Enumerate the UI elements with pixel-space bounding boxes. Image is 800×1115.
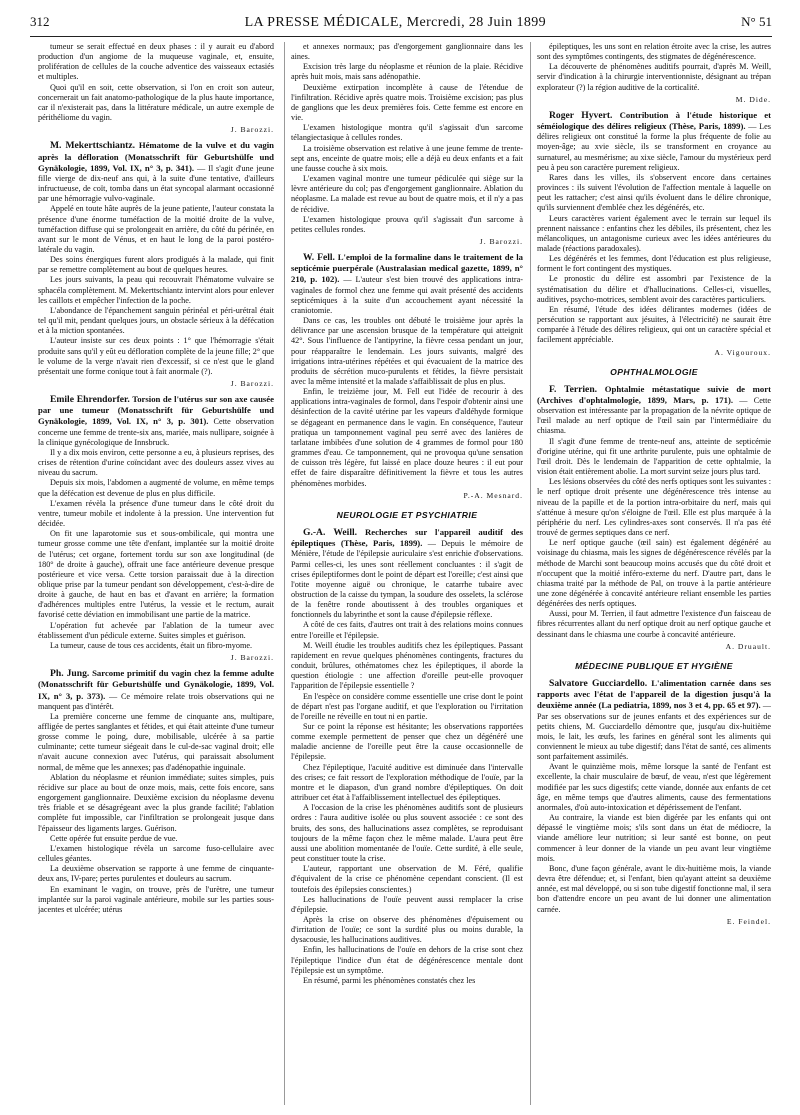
- article-paragraph: épileptiques, les uns sont en relation étroite avec la crise, les autres sont des symptômes contingents, des stigmates de dégénérescence.: [537, 42, 771, 62]
- article-paragraph: tumeur se serait effectué en deux phases : il y aurait eu d'abord production d'un angiome de la muqueuse vaginale, et, ensuite, prolifération de cellules de la couche adventice des vaisseaux ectasiés et multiples.: [38, 42, 274, 82]
- page-header: [30, 14, 772, 37]
- article-author: M. Mekerttschiantz.: [50, 140, 136, 152]
- article-title: Hématome de la vulve et du vagin après la défloration (Monatsschrift für Geburtshülfe und Gynäkologie, 1899, Vol. IX, n° 3, p. 341).: [38, 140, 274, 173]
- article-paragraph: Sur ce point la réponse est hésitante; les observations rapportées comme exemple permettent de penser que chez un dégénéré une maladie ancienne de l'oreille peut être la cause occasionnelle de l'épilepsie.: [291, 722, 523, 762]
- issue-number: N° 51: [741, 14, 772, 29]
- article: [38, 140, 274, 389]
- article-paragraph: Rares dans les villes, ils s'observent encore dans certaines provinces : ils suivent l'évolution de l'affection mentale à laquelle on peut les rattacher; c'est ainsi qu'ils évoluent dans le délire chronique, qu'ils surviennent d'emblée chez les dégénérés, etc.: [537, 172, 771, 213]
- article-paragraph: Avant le quinzième mois, même lorsque la santé de l'enfant est excellente, la chair musculaire de bœuf, de veau, n'est que légèrement modifiée par les sucs digestifs; cette viande, donnée aux enfants de cet âge, en même temps que d'autres aliments, cause des fermentations anormales, d'où auto-intoxication et dépérissement de l'enfant.: [537, 762, 771, 812]
- article-paragraph: La découverte de phénomènes auditifs pourrait, d'après M. Weill, servir d'indication à la chirurgie interventionniste, désignant au trépan explorateur (?) la région auditive de la corticalité.: [537, 62, 771, 92]
- article-paragraph: L'auteur insiste sur ces deux points : 1° que l'hémorragie s'était produite sans qu'il y eût eu défloration complète de la jeune fille; 2° que le volume de la verge n'avait rien d'excessif, si ce n'est que le gland présentait une forme conique tout à fait anormale (?).: [38, 336, 274, 376]
- paragraph-text: — Depuis le mémoire de Ménière, l'étude de l'épilepsie auriculaire s'est enrichie d'observations. Parmi celles-ci, les unes sont réellement concluantes : il s'agit de crises épileptiformes dont le point de départ est l'oreille; c'est ainsi que l'otite moyenne aiguë ou chronique, le catarrhe tubaire avec obstruction de la caisse du tympan, la soudure des osselets, la sclérose de la fenêtre ronde aboutissent à des troubles organiques et fonctionnels du labyrinthe et sont la cause d'épilepsie réflexe.: [291, 539, 523, 620]
- article-paragraph: Il y a dix mois environ, cette personne a eu, à plusieurs reprises, des crises de rétention d'urine coïncidant avec des douleurs assez vives au niveau du sacrum.: [38, 447, 274, 478]
- article-paragraph: L'examen vaginal montre une tumeur pédiculée qui siège sur la lèvre antérieure du col; pas d'engorgement ganglionnaire. Ablation du néoplasme. La malade est revue au bout de quatre mois, et il n'y a pas de récidive.: [291, 174, 523, 214]
- article-title: Ophtalmie métastatique suivie de mort (Archives d'ophtalmologie, 1899, Mars, p. 171).: [537, 383, 771, 405]
- author-signature: P.-A. Mesnard.: [463, 490, 523, 500]
- article-paragraph: En résumé, l'étude des idées délirantes modernes (idées de persécution se rapportant aux jésuites, à l'électricité) ne saurait être comparée à l'étude des délires religieux, qui ont un caractère spécial et facilement appréciable.: [537, 304, 771, 345]
- article-paragraph: [38, 668, 274, 712]
- paragraph-text: Cette observation concerne une femme de trente-six ans, mariée, mais nullipare, soignée à la clinique gynécologique de Innsbruck.: [38, 417, 274, 447]
- article-paragraph: Enfin, le treizième jour, M. Fell eut l'idée de recourir à des applications intra-vaginales de formol, dans l'espoir d'obtenir ainsi une désinfection de la cavité utérine par les vapeurs d'aldéhyde formique se dégageant en permanence dans le vagin. En conséquence, l'auteur pratiqua un tamponnement vaginal peu serré avec des lanières de tarlatane imbibées d'une solution de 4 grammes de formol pour 180 grammes d'eau. Ce tamponnement, qui ne provoqua qu'une sensation de cuisson très légère, fut laissé en place douze heures : il eut pour effet de faire disparaître définitivement la fièvre et tous les autres phénomènes morbides.: [291, 387, 523, 488]
- article-paragraph: L'examen histologique montra qu'il s'agissait d'un sarcome télangiectasique à cellules rondes.: [291, 123, 523, 143]
- article-paragraph: L'examen histologique révèla un sarcome fuso-cellulaire avec cellules géantes.: [38, 843, 274, 864]
- author-signature: E. Feindel.: [726, 916, 771, 926]
- article-paragraph: Cette opérée fut ensuite perdue de vue.: [50, 833, 178, 843]
- article-author: Ph. Jung.: [50, 668, 90, 680]
- article-paragraph: La première concerne une femme de cinquante ans, multipare, affligée de pertes sanglantes et fétides, et qui était atteinte d'une tumeur grosse comme le poing, dure, mobilisable, ulcérée à sa partie culminante; cette tumeur siégeait dans le cul-de-sac vaginal droit; elle n'avait aucune connexion avec l'utérus, qui paraissait absolument normal, de même que les annexes; pas d'adénopathie inguinale.: [38, 711, 274, 772]
- article: [291, 42, 523, 247]
- author-signature: J. Barozzi.: [230, 653, 274, 663]
- article-heading: [537, 678, 771, 710]
- article-paragraph: L'examen révèla la présence d'une tumeur dans le côté droit du ventre, tumeur mobile et indolente à la pression. Une intervention fut décidée.: [38, 498, 274, 529]
- article-paragraph: [38, 394, 274, 448]
- article-paragraph: et annexes normaux; pas d'engorgement ganglionnaire dans les aines.: [291, 42, 523, 62]
- article-title: L'emploi de la formaline dans le traitement de la septicémie puerpérale (Australasian medical gazette, 1899, n° 210, p. 102).: [291, 252, 523, 285]
- article-paragraph: M. Weill étudie les troubles auditifs chez les épileptiques. Passant rapidement en revue quelques phénomènes contingents, fractures du conduit, brûlures, othématomes chez les épileptiques, il aborde la question étiologie : une affection d'oreille peut-elle provoquer l'apparition de l'épilepsie essentielle ?: [291, 640, 523, 691]
- article: [537, 384, 771, 652]
- page-number: 312: [30, 14, 50, 29]
- author-signature: A. Druault.: [725, 641, 771, 651]
- paragraph-text: — Ce mémoire relate trois observations qui ne manquent pas d'intérêt.: [38, 691, 274, 711]
- article-paragraph: Excision très large du néoplasme et réunion de la plaie. Récidive après huit mois, mais sans adénopathie.: [291, 62, 523, 82]
- article: [38, 668, 274, 915]
- author-signature: J. Barozzi.: [479, 236, 523, 246]
- article-paragraph: Les lésions observées du côté des nerfs optiques sont les suivantes : le nerf optique droit présente une dégénérescence très intense au niveau de la papille et de la portion intra-orbitaire du nerf, mais qui s'atténue à mesure qu'on s'éloigne de l'œil. Elle est plus marquée à la périphérie du nerf. Les cylindres-axes sont conservés. Il n'a pas été trouvé de germes septiques dans ce nerf.: [537, 477, 771, 538]
- article-author: Salvatore Gucciardello.: [549, 678, 648, 690]
- article-paragraph: [537, 110, 771, 173]
- article-paragraph: Des soins énergiques furent alors prodigués à la malade, qui finit par se remettre complètement au bout de quelques heures.: [38, 255, 274, 275]
- article-paragraph: [537, 384, 771, 437]
- article-paragraph: Après la crise on observe des phénomènes d'épuisement ou d'irritation de l'ouïe; ce sont la surdité plus ou moins durable, la dysacousie, les hallucinations auditives.: [291, 914, 523, 945]
- article-heading: [537, 384, 771, 405]
- article-paragraph: [537, 678, 771, 762]
- author-signature: M. Dide.: [735, 94, 771, 104]
- article-author: W. Fell.: [303, 252, 335, 264]
- article-title: Sarcome primitif du vagin chez la femme adulte (Monatsschrift für Geburtshülfe und Gynäkologie, 1899, Vol. IX, n° 3, p. 373).: [38, 668, 274, 701]
- article-paragraph: L'examen histologique prouva qu'il s'agissait d'un sarcome à petites cellules rondes.: [291, 214, 523, 234]
- article-paragraph: Appelé en toute hâte auprès de la jeune patiente, l'auteur constata la présence d'une énorme tuméfaction de la moitié droite de la vulve, tuméfaction diffuse qui se prolongeait en arrière, du côté du périnée, en avant sur le mont de Vénus, et en haut le long de la paroi postéro-latérale du vagin.: [38, 204, 274, 254]
- article-paragraph: Deuxième extirpation incomplète à cause de l'étendue de l'infiltration. Récidive après quatre mois. Troisième excision; pas plus de ganglions que les deux premières fois. Cette femme est encore en vie.: [291, 82, 523, 123]
- article-paragraph: La troisième observation est relative à une jeune femme de trente-sept ans, enceinte de quatre mois; elle a déjà eu deux enfants et a fait une fausse couche à six mois.: [291, 143, 523, 173]
- article-paragraph: Quoi qu'il en soit, cette observation, si l'on en croit son auteur, concernerait un fait anatomo-pathologique de la plus haute importance, car il n'existerait pas, dans la littérature médicale, un autre exemple de périthéliome du vagin.: [38, 82, 274, 123]
- article: [38, 394, 274, 663]
- article-paragraph: Il s'agit d'une femme de trente-neuf ans, atteinte de septicémie d'origine utérine, qui fit une arthrite purulente, puis une ophtalmie de l'œil droit. Dès le lendemain de l'apparition de cette ophtalmie, la vision était entièrement abolie. La mort survint seize jours plus tard.: [537, 436, 771, 477]
- author-signature: J. Barozzi.: [230, 125, 274, 135]
- section-heading: NEUROLOGIE ET PSYCHIATRIE: [336, 509, 478, 520]
- article-columns: [38, 42, 771, 1105]
- article-title: Torsion de l'utérus sur son axe causée par une tumeur (Monatsschrift für Geburtshülfe und Gynäkologie, 1899, Vol. IX, n° 3, p. 301).: [38, 394, 274, 427]
- article-author: Emile Ehrendorfer.: [50, 394, 130, 406]
- author-signature: J. Barozzi.: [230, 379, 274, 388]
- journal-title: LA PRESSE MÉDICALE, Mercredi, 28 Juin 1899: [244, 15, 547, 30]
- column-3: [530, 42, 771, 1105]
- article-paragraph: Aussi, pour M. Terrien, il faut admettre l'existence d'un faisceau de fibres récurrentes allant du nerf optique droit au nerf optique gauche et dessinant dans le chiasma une courbe à concavité antérieure.: [537, 609, 771, 639]
- article-paragraph: En l'espèce on considère comme essentielle une crise dont le point de départ n'est pas l'organe auditif, et que l'exploration ou l'irritation de l'oreille ne réveille en tout ni en partie.: [291, 691, 523, 721]
- article-paragraph: La tumeur, cause de tous ces accidents, était un fibro-myome.: [50, 640, 253, 650]
- paragraph-text: — Cette observation est intéressante par la propagation de la névrite optique de l'œil malade au nerf optique de l'œil sain par l'intermédiaire du chiasma.: [537, 396, 771, 436]
- article-paragraph: Le pronostic du délire est assombri par l'existence de la systématisation du délire et d'hallucinations. Celles-ci, visuelles, auditives, psycho-motrices, semblent avoir des caractères particuliers.: [537, 274, 771, 304]
- article-title: Recherches sur l'appareil auditif des épileptiques (Thèse, Paris, 1899).: [291, 527, 523, 549]
- article-paragraph: Depuis six mois, l'abdomen a augmenté de volume, en même temps que la défécation est devenue de plus en plus difficile.: [38, 478, 274, 498]
- article: [537, 110, 771, 358]
- section-heading: OPHTHALMOLOGIE: [610, 366, 698, 377]
- article-paragraph: En examinant le vagin, on trouve, près de l'urètre, une tumeur implantée sur la paroi vaginale antérieure, mobile sur les parties sous-jacentes et ulcérée; utérus: [38, 884, 274, 914]
- article: [291, 252, 523, 501]
- article-paragraph: [291, 252, 523, 316]
- article-paragraph: Leurs caractères varient également avec le terrain sur lequel ils prennent naissance : enfantins chez les débiles, ils présentent, chez les mélancoliques, un antagonisme curieux avec les idées antérieures du malade (réactions paradoxales).: [537, 213, 771, 253]
- article: [38, 42, 274, 135]
- article-paragraph: Bonc, d'une façon générale, avant le dix-huitième mois, la viande devra être défendue; et, si l'enfant, bien qu'ayant atteint sa deuxième année, est mal développé, ou si son tube digestif fonctionne mal, il sera bon d'attendre encore un peu avant de lui donner une alimentation carnée.: [537, 863, 771, 914]
- article-author: F. Terrien.: [549, 383, 598, 395]
- article-author: Roger Hyvert.: [549, 109, 613, 121]
- paragraph-text: — Les délires religieux ont constitué la forme la plus fréquente de folie au moyen-âge; au xvie siècle, ils se transforment en croyance au surnaturel, au mesmérisme; au xixe siècle, l'amour du mystérieux perd peu à peu son caractère purement religieux.: [537, 122, 771, 172]
- article-heading: [537, 110, 771, 131]
- article: [537, 678, 771, 927]
- article-paragraph: Les hallucinations de l'ouïe peuvent aussi remplacer la crise d'épilepsie.: [291, 894, 523, 914]
- article-paragraph: Le nerf optique gauche (œil sain) est également dégénéré au voisinage du chiasma, mais les signes de dégénérescence révélés par la méthode de Marchi sont beaucoup moins accusés que du côté droit et n'occupent que la moitié inféro-externe du nerf. D'autre part, dans le chiasma traité par la méthode de Pal, on trouve à la partie antérieure une zone dégénérée à concavité antérieure reliant ensemble les parties dégénérées des nerfs optiques.: [537, 538, 771, 609]
- article-paragraph: Au contraire, la viande est bien digérée par les enfants qui ont dépassé le vingtième mois; s'ils sont dans un état de médiocre, la viande améliore leur nutrition; si leur santé est bonne, on peut commencer à leur donner de la viande un peu avant leur vingtième mois.: [537, 813, 771, 863]
- section-heading: MÉDECINE PUBLIQUE ET HYGIÈNE: [575, 660, 733, 671]
- column-1: [38, 42, 274, 1105]
- paragraph-text: — Par ses observations sur de jeunes enfants et des expériences sur de petits chiens, M. Gucciardello démontre que, jusqu'au dix-huitième mois, le lait, les œufs, les farines en général sont les aliments qui conviennent le mieux au tube digestif; dans l'état de santé, ces aliments sont parfaitement assimilés.: [537, 701, 771, 762]
- paragraph-text: — L'auteur s'est bien trouvé des applications intra-vaginales de formol chez une femme qui avait présenté des accidents septicémiques à la suite d'un accouchement ayant nécessité la craniotomie.: [291, 275, 523, 315]
- author-signature: A. Vigouroux.: [714, 347, 771, 357]
- article-paragraph: Chez l'épileptique, l'acuité auditive est diminuée dans l'intervalle des crises; ce fait ressort de l'exploration méthodique de l'ouïe, par la montre et le diapason, d'un grand nombre d'épileptiques. On doit attribuer cet état à l'affaiblissement intellectuel des épileptiques.: [291, 762, 523, 803]
- article-paragraph: [38, 140, 274, 204]
- article-paragraph: Ablation du néoplasme et réunion immédiate; suites simples, puis récidive sur place au bout de onze mois, mais, cette fois encore, sans engorgement ganglionnaire. Deuxième excision du néoplasme devenu très friable et se désagrégeant avec la plus grande facilité; l'ablation complète fut impossible, car l'infiltration se prolongeait jusque dans l'épaisseur des ligaments larges. Guérison.: [38, 772, 274, 833]
- article: [291, 527, 523, 986]
- column-2: [284, 42, 523, 1105]
- article: [537, 42, 771, 105]
- article-paragraph: Enfin, les hallucinations de l'ouïe en dehors de la crise sont chez l'épileptique l'indice d'un état de dégénérescence mentale dont l'épilepsie est un symptôme.: [291, 945, 523, 975]
- article-title: L'alimentation carnée dans ses rapports avec l'état de l'appareil de la digestion jusqu'à la deuxième année (La pediatria, 1899, nos 3 et 4, pp. 65 et 97).: [537, 678, 771, 711]
- article-paragraph: Dans ce cas, les troubles ont débuté le troisième jour après la délivrance par une ascension brusque de la température qui atteignit 42°. Sous l'influence de l'antipyrine, la fièvre cessa pendant un jour, pour réapparaître le lendemain. Les jours suivants, malgré des irrigations intra-utérines répétées et qui évacuaient de la matrice des produits de sécrétion muco-purulents et fétides, la fièvre persistait avec la même intensité et la malade s'affaiblissait de plus en plus.: [291, 316, 523, 386]
- article-paragraph: En résumé, parmi les phénomènes constatés chez les: [303, 975, 476, 985]
- article-paragraph: A l'occasion de la crise les phénomènes auditifs sont de plusieurs ordres : l'aura auditive isolée ou plus souvent associée : ce sont des bruits, des sons, des hallucinations assez complètes, se reproduisant toujours de la même façon chez le même malade. L'aura peut être aussi une abolition momentanée de l'ouïe. Cette surdité, à elle seule, peut constituer toute la crise.: [291, 803, 523, 864]
- article-paragraph: Les dégénérés et les femmes, dont l'éducation est plus religieuse, forment le fort contingent des mystiques.: [537, 254, 771, 274]
- article-paragraph: L'abondance de l'épanchement sanguin périnéal et péri-urétral était tel qu'il mit, pendant quelques jours, un obstacle sérieux à la défécation et à la miction spontanées.: [38, 305, 274, 336]
- article-paragraph: On fit une laparotomie sus et sous-ombilicale, qui montra une tumeur grosse comme une tête d'enfant, implantée sur la moitié droite de l'utérus; cet organe, fortement tordu sur son axe longitudinal (de 180° de droite à gauche), offrait une face antérieure devenue presque postérieure et vice versa. Cette torsion paraissait due à la direction oblique prise par la tumeur pendant son développement, c'est-à-dire de droite à gauche, de haut en bas et d'avant en arrière; la formation d'adhérences multiples entre l'utérus, la vessie et le rectum, aurait favorisé cette déviation en immobilisant une partie de la matrice.: [38, 529, 274, 620]
- article-paragraph: L'auteur, rapportant une observation de M. Féré, qualifie d'équivalent de la crise ce phénomène cependant conscient. (Il est toutefois des épilepsies conscientes.): [291, 864, 523, 894]
- article-paragraph: [291, 527, 523, 620]
- article-paragraph: A côté de ces faits, d'autres ont trait à des relations moins connues entre l'oreille et l'épilepsie.: [291, 620, 523, 640]
- article-paragraph: La deuxième observation se rapporte à une femme de cinquante-deux ans, IV-pare; pertes purulentes et douleurs au sacrum.: [38, 864, 274, 884]
- article-paragraph: Les jours suivants, la peau qui recouvrait l'hématome vulvaire se sphacéla complètement. M. Mekerttschiantz intervint alors pour enlever les caillots et empêcher l'infection de la poche.: [38, 275, 274, 305]
- article-title: Contribution à l'étude historique et séméiologique des délires religieux (Thèse, Paris, 1899).: [537, 109, 771, 132]
- paragraph-text: — Il s'agit d'une jeune fille vierge de dix-neuf ans qui, à la suite d'une tentative, d'ailleurs infructueuse, de coït, tomba dans un état syncopal alarmant occasionné par une hémorragie vulvo-vaginale.: [38, 163, 274, 204]
- article-author: G.-A. Weill.: [303, 527, 358, 539]
- article-paragraph: L'opération fut achevée par l'ablation de la tumeur avec établissement d'un pédicule externe. Suites simples et guérison.: [38, 620, 274, 640]
